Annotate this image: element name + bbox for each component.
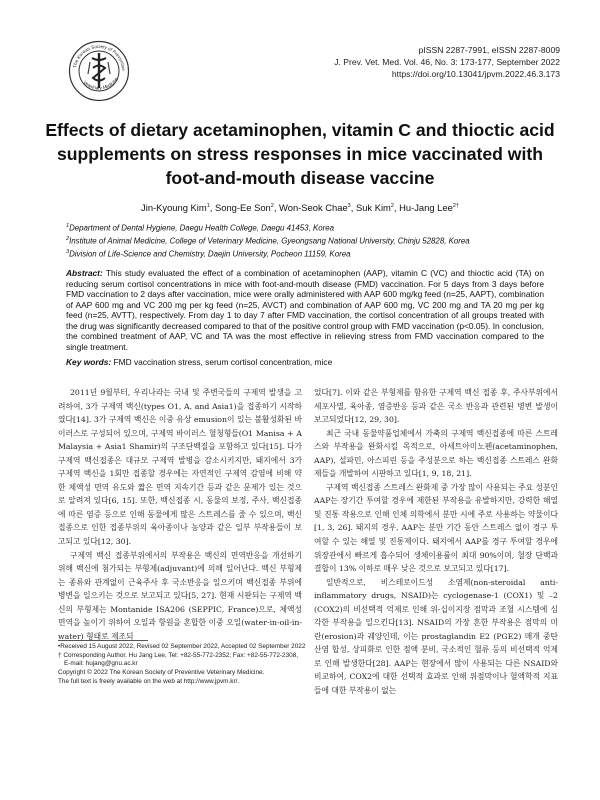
email-link[interactable]: E-mail: hujang@gnu.ac.kr [64, 660, 138, 668]
author: Hu-Jang Lee [399, 202, 453, 213]
fulltext-note: The full text is freely available on the web at http://www.jpvm.kr/. [58, 677, 240, 685]
copyright: Copyright © 2022 The Korean Society of Preventive Veterinary Medicine. [58, 669, 265, 677]
doi-link[interactable]: https://doi.org/10.13041/jpvm.2022.46.3.173 [391, 69, 560, 79]
issn: pISSN 2287-7991, eISSN 2287-8009 [418, 45, 560, 55]
article-title: Effects of dietary acetaminophen, vitamin C and thioctic acid supplements on stress responses in mice vaccinated with foot-and-mouth disease vaccine [45, 120, 555, 188]
keywords-text: FMD vaccination stress, serum cortisol concentration, mice [113, 357, 333, 367]
author: Suk Kim [355, 202, 391, 213]
body-column-left [58, 386, 302, 643]
paragraph: 었다[7]. 이와 같은 부형제를 함유한 구제역 백신 접종 후, 주사부위에서 세포사멸, 육아종, 염증반응 등과 같은 국소 반응과 관련된 병변 발생이 보고되었다[12, 29, 30]. [314, 388, 558, 425]
body-column-right [314, 386, 558, 698]
journal-header [334, 44, 560, 80]
abstract [66, 268, 544, 352]
abstract-label: Abstract: [66, 268, 103, 278]
author: Won-Seok Chae [279, 202, 348, 213]
affiliation: $^2$Institute of Animal Medicine, College of Veterinary Medicine, Gyeongsang National University, Chinju 52828, Korea [66, 236, 470, 246]
svg-text:Veterinary Medicine: Veterinary Medicine [82, 76, 119, 91]
affiliations [66, 221, 470, 260]
affiliation: $^3$Division of Life-Science and Chemistry, Daejin University, Pocheon 11159, Korea [66, 249, 351, 259]
journal-citation: J. Prev. Vet. Med. Vol. 46, No. 3: 173-177, September 2022 [334, 57, 560, 67]
paragraph: 구제역 백신 접종부위에서의 부작용은 백신의 면역반응을 개선하기 위해 백신에 첨가되는 부형제(adjuvant)에 의해 일어난다. 백신 부형제는 종류와 관계없이 근육주사 후 국소반응을 일으키며 백신접종 부위에 병변을 일으키는 것으로 보고되고 있다[5, 27]. 현재 시판되는 구제역 백신의 부형제는 Montanide ISA206 (SEPPIC, France)으로, 체액성 면역을 높이기 위하여 오일과 항원을 혼합한 이중 오일(water-in-oil-in-water) 형태로 제조되 [58, 550, 302, 641]
svg-text:The Korean Society of Preventi: The Korean Society of Preventive [72, 43, 127, 71]
keywords [66, 357, 544, 367]
paragraph: 일반적으로, 비스테로이드성 소염제(non-steroidal anti-inflammatory drugs, NSAID)는 cyclogenase-1 (COX1) 및 –2 (COX2)의 비선택적 억제로 인해 위-십이지장 점막과 조혈 시스템에 심각한 부작용을 일으킨다[13]. NSAID의 가장 흔한 부작용은 점막의 미란(erosion)과 궤양인데, 이는 prostaglandin E2 (PGE2) 매개 중탄산염 합성, 상피화로 인한 점액 분비, 국소적인 혈류 등의 비선택적 억제로 인해 발생한다[28]. AAP는 현장에서 많이 사용되는 다른 NSAID와 비교하여, COX2에 대한 선택적 효과로 인해 위점막이나 혈액학적 지표들에 대한 부작용이 없는 [314, 577, 558, 696]
author-list: Jin-Kyoung Kim$^1$, Song-Ee Son$^2$, Won-Seok Chae$^3$, Suk Kim$^2$, Hu-Jang Lee$^{2\dagger}$ [141, 202, 459, 213]
paragraph: 2011년 9월부터, 우리나라는 국내 및 주변국들의 구제역 발생을 고려하여, 3가 구제역 백신(types O1, A, and Asia1)을 접종하기 시작하였다[14]. 3가 구제역 백신은 이중 유상 emusion이 있는 불활성화된 바이러스로 구성되어 있으며, 구제역 바이러스 혈청형들(O1 Manisa + A Malaysia + Asia1 Shamir)의 구조단백질을 포함하고 있다[15]. 다가 구제역 백신접종은 대규모 구제역 발병을 감소시키지만, 돼지에서 3가 구제역 백신을 1회만 접종할 경우에는 자연적인 구제역 감염에 비해 약한 체액성 면역 유도와 짧은 면역 지속기간 등과 같은 문제가 있는 것으로 알려져 있다[6, 15]. 또한, 백신접종 시, 동물의 보정, 주사, 백신접종에 따른 염증 등으로 인해 동물에게 많은 스트레스를 줄 수 있으며, 백신접종으로 인한 접종부위의 육아종이나 농양과 같은 일부 부작용들이 보고되고 있다[12, 30]. [58, 388, 302, 547]
paragraph: 구제역 백신접종 스트레스 완화제 중 가장 많이 사용되는 주요 성분인 AAP는 장기간 투여할 경우에 제한된 부작용을 유발하지만, 강력한 해열 및 진통 작용으로 인해 인체 의학에서 분만 시에 주로 사용하는 약물이다[1, 3, 26]. 돼지의 경우, AAP는 분만 기간 동안 스트레스 없이 경구 투여할 수 있는 해열 및 진통제이다. 돼지에서 AAP를 경구 투여할 경우에 위장관에서 빠르게 흡수되어 생체이용률이 최대 90%이며, 혈장 단백과 결합이 13% 이하로 매우 낮은 것으로 보고되고 있다[17]. [314, 482, 558, 574]
abstract-text: This study evaluated the effect of a combination of acetaminophen (AAP), vitamin C (VC) and thioctic acid (TA) on reducing serum cortisol concentrations in mice with foot-and-mouth disease (FMD) vaccination. For 5 days from 3 days before FMD vaccination to 2 days after vaccination, mice were orally administered with AAP 600 mg/kg feed (n=25, AAPT), combination of AAP 600 mg and VC 200 mg per kg feed (n=25, AVCT) and combination of AAP 600 mg, VC 200 mg and TA 20 mg per kg feed (n=25, AVTT), respectively. From day 1 to day 7 after FMD vaccination, the cortisol concentration of all groups treated with the drug was significantly decreased compared to that of the positive control group with FMD vaccination (p<0.05). In conclusion, the combined treatment of AAP, VC and TA was the most effective in relieving stress from FMD vaccination compared to the single treatment. [66, 268, 544, 352]
corresponding-author: † Corresponding Author. Hu Jang Lee, Tel: +82-55-772-2352, Fax: +82-55-772-2308, [58, 651, 299, 659]
affiliation: $^1$Department of Dental Hygiene, Daegu Health College, Daegu 41453, Korea [66, 223, 335, 233]
paragraph: 최근 국내 동물약품업체에서 가축의 구제역 백신접종에 따른 스트레스와 부작용을 완화시킬 목적으로, 아세트아미노펜(acetaminophen, AAP), 설파민, 아스피린 등을 주성분으로 하는 백신접종 스트레스 완화제들을 개발하여 시판하고 있다[1, 9, 18, 21]. [314, 428, 558, 479]
society-seal-logo [68, 40, 130, 102]
author: Song-Ee Son [214, 202, 271, 213]
received-dates: •Received 15 August 2022, Revised 02 September 2022, Accepted 02 September 2022 [58, 643, 306, 650]
author: Jin-Kyoung Kim [141, 202, 207, 213]
footnotes [58, 643, 308, 687]
footnote-divider [58, 640, 148, 641]
keywords-label: Key words: [66, 357, 112, 367]
